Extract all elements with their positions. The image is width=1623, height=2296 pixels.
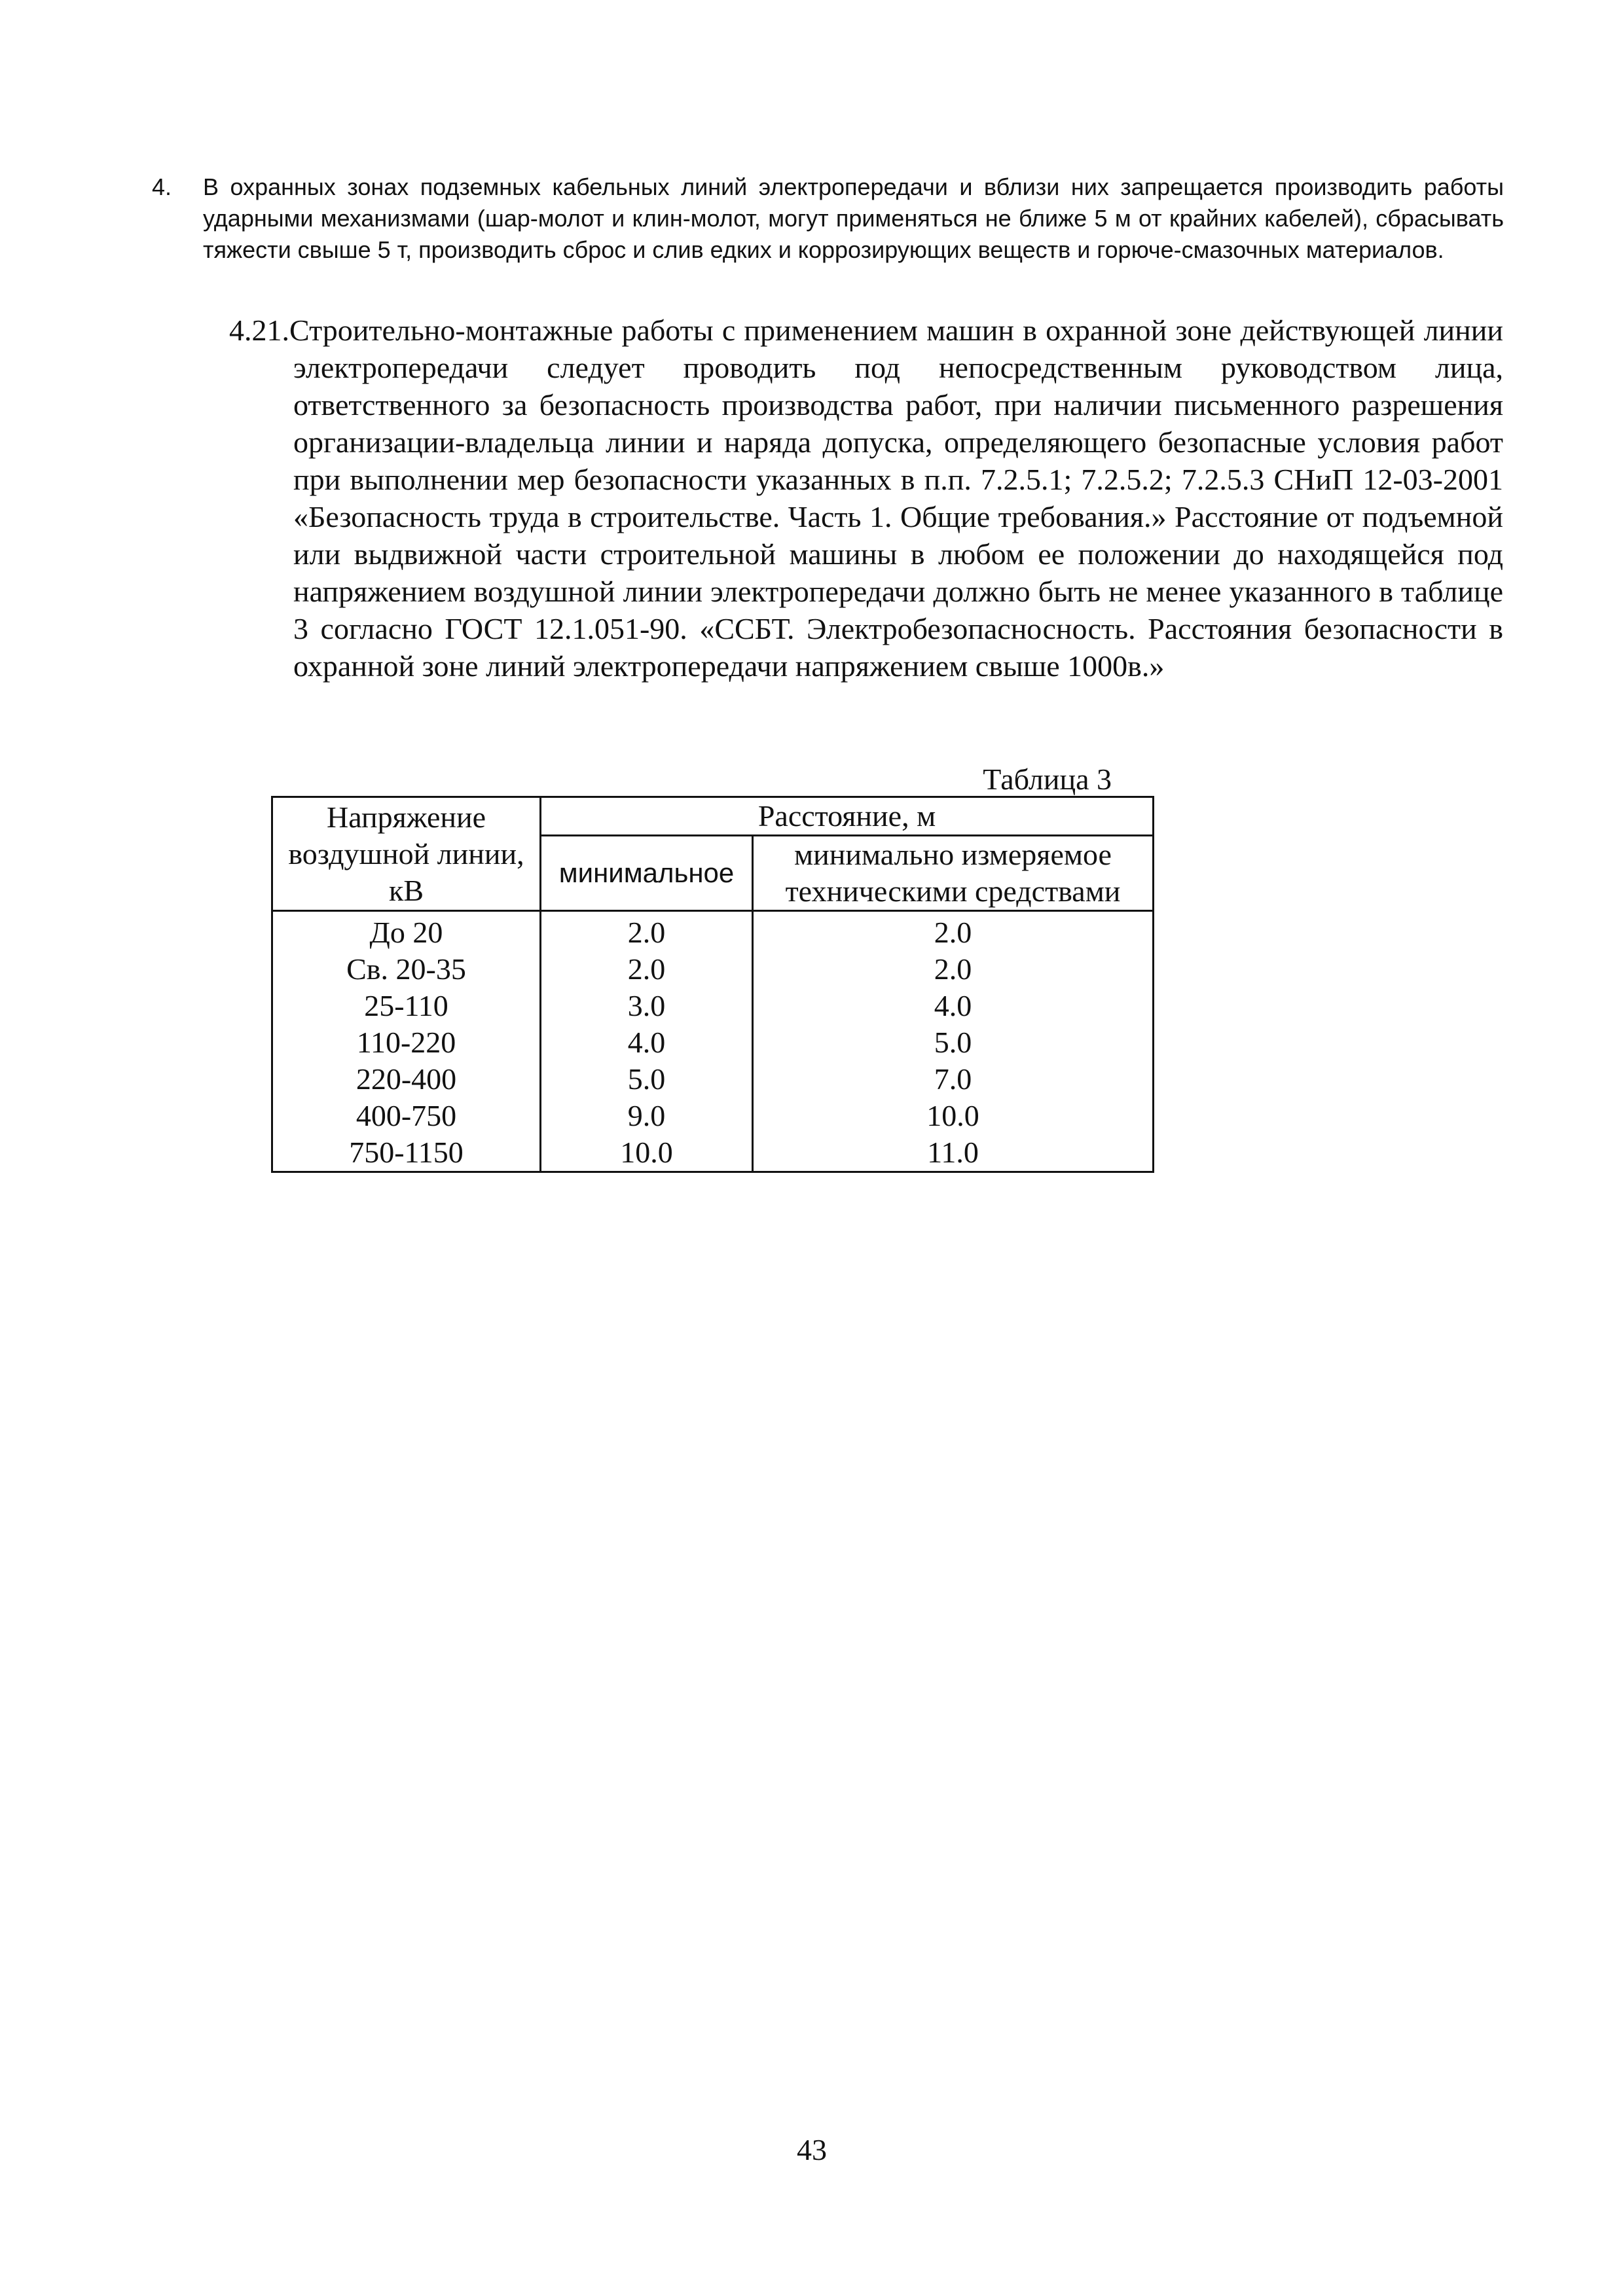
cell-minimum: 2.0 <box>541 951 753 988</box>
table-row <box>272 1098 1154 1134</box>
cell-minimum-measured: 4.0 <box>753 988 1154 1024</box>
cell-voltage: 400-750 <box>272 1098 541 1134</box>
header-minimum-measured: минимально измеряемое техническими средствами <box>753 836 1154 911</box>
item-4-21-text: Строительно-монтажные работы с применением машин в охранной зоне действующей линии электропередачи следует проводить под непосредственным руководством лица, ответственного за безопасность производства работ, при наличии письменного разрешения организации-владельца линии и наряда допуска, определяющего безопасные условия работ при выполнении мер безопасности указанных в п.п. 7.2.5.1; 7.2.5.2; 7.2.5.3 СНиП 12-03-2001 «Безопасность труда в строительстве. Часть 1. Общие требования.» Расстояние от подъемной или выдвижной части строительной машины в любом ее положении до находящейся под напряжением воздушной линии электропередачи должно быть не менее указанного в таблице 3 согласно ГОСТ 12.1.051-90. «ССБТ. Электробезопасносность. Расстояния безопасности в охранной зоне линий электропередачи напряжением свыше 1000в.» <box>289 314 1503 683</box>
cell-voltage: Св. 20-35 <box>272 951 541 988</box>
distance-table <box>271 796 1154 1173</box>
cell-minimum: 5.0 <box>541 1061 753 1098</box>
cell-minimum-measured: 11.0 <box>753 1134 1154 1172</box>
table-row <box>272 951 1154 988</box>
cell-minimum-measured: 2.0 <box>753 951 1154 988</box>
header-voltage: Напряжение воздушной линии, кВ <box>272 797 541 911</box>
cell-minimum-measured: 2.0 <box>753 911 1154 952</box>
header-distance: Расстояние, м <box>541 797 1154 836</box>
table-row <box>272 1134 1154 1172</box>
item-4-text: В охранных зонах подземных кабельных линий электропередачи и вблизи них запрещается производить работы ударными механизмами (шар-молот и клин-молот, могут применяться не ближе 5 м от крайних кабелей), сбрасывать тяжести свыше 5 т, производить сброс и слив едких и коррозирующих веществ и горюче-смазочных материалов. <box>203 173 1504 263</box>
table-body <box>272 911 1154 1172</box>
table-row <box>272 1061 1154 1098</box>
cell-minimum-measured: 5.0 <box>753 1024 1154 1061</box>
cell-minimum: 3.0 <box>541 988 753 1024</box>
table-row <box>272 911 1154 952</box>
paragraph-item-4 <box>152 171 1504 266</box>
cell-minimum-measured: 7.0 <box>753 1061 1154 1098</box>
cell-minimum: 9.0 <box>541 1098 753 1134</box>
table-row <box>272 988 1154 1024</box>
table-row <box>272 1024 1154 1061</box>
cell-voltage: 25-110 <box>272 988 541 1024</box>
item-4-number: 4. <box>152 173 172 200</box>
table-caption: Таблица 3 <box>983 762 1112 796</box>
cell-voltage: 220-400 <box>272 1061 541 1098</box>
cell-voltage: 110-220 <box>272 1024 541 1061</box>
cell-minimum-measured: 10.0 <box>753 1098 1154 1134</box>
cell-minimum: 2.0 <box>541 911 753 952</box>
header-minimum: минимальное <box>541 836 753 911</box>
cell-voltage: До 20 <box>272 911 541 952</box>
table-header-row <box>272 797 1154 836</box>
page-number: 43 <box>797 2133 827 2166</box>
paragraph-item-4-21 <box>229 312 1503 685</box>
cell-minimum: 10.0 <box>541 1134 753 1172</box>
cell-minimum: 4.0 <box>541 1024 753 1061</box>
cell-voltage: 750-1150 <box>272 1134 541 1172</box>
item-4-21-number: 4.21. <box>229 314 289 347</box>
